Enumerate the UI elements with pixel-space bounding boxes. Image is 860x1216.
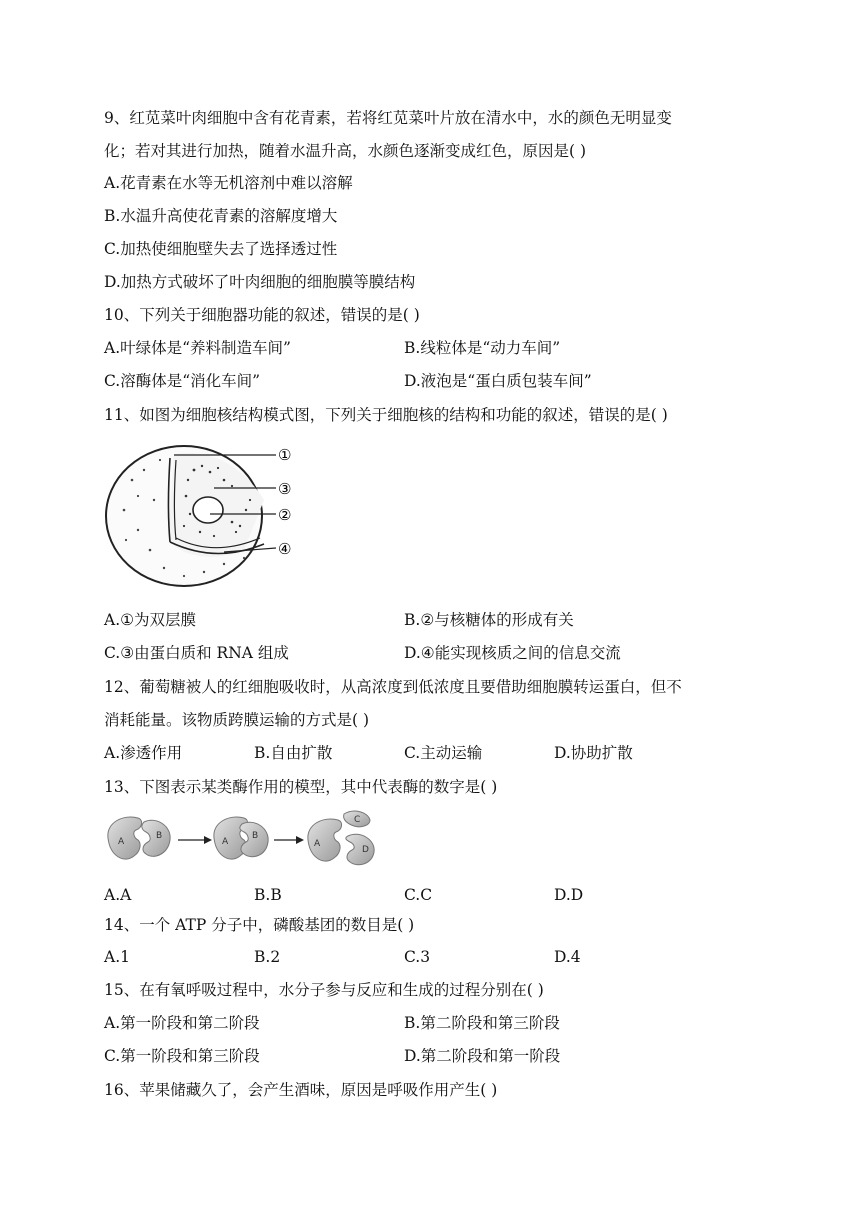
label-4: ④ [278, 540, 292, 558]
q10-stem: 10、下列关于细胞器功能的叙述，错误的是( ) [104, 306, 420, 324]
q9-stem-line1: 9、红苋菜叶肉细胞中含有花青素，若将红苋菜叶片放在清水中，水的颜色无明显变 [104, 109, 672, 127]
q13-option-a: A.A [104, 886, 132, 904]
q11-option-c: C.③由蛋白质和 RNA 组成 [104, 644, 289, 662]
nucleolus [193, 497, 223, 523]
q15-option-a: A.第一阶段和第二阶段 [104, 1014, 260, 1032]
label-2: ② [278, 506, 292, 524]
q15-option-d: D.第二阶段和第一阶段 [404, 1047, 561, 1065]
q10-option-a: A.叶绿体是“养料制造车间” [104, 339, 291, 357]
q10-option-b: B.线粒体是“动力车间” [404, 339, 561, 357]
svg-text:C: C [354, 815, 361, 825]
q12-option-d: D.协助扩散 [554, 744, 633, 762]
q14-option-d: D.4 [554, 948, 581, 966]
q11-stem: 11、如图为细胞核结构模式图，下列关于细胞核的结构和功能的叙述，错误的是( ) [104, 406, 668, 424]
enzyme-model-diagram [104, 808, 390, 872]
q9-option-a: A.花青素在水等无机溶剂中难以溶解 [104, 174, 353, 192]
q14-stem: 14、一个 ATP 分子中，磷酸基团的数目是( ) [104, 916, 415, 934]
q15-option-c: C.第一阶段和第三阶段 [104, 1047, 260, 1065]
nucleus-structure-diagram [104, 440, 304, 590]
label-1: ① [278, 446, 292, 464]
q11-option-d: D.④能实现核质之间的信息交流 [404, 644, 621, 662]
q12-option-a: A.渗透作用 [104, 744, 183, 762]
svg-text:D: D [362, 845, 369, 855]
q12-option-b: B.自由扩散 [254, 744, 333, 762]
svg-text:B: B [252, 831, 259, 841]
q12-stem-line1: 12、葡萄糖被人的红细胞吸收时，从高浓度到低浓度且要借助细胞膜转运蛋白，但不 [104, 678, 682, 696]
svg-text:A: A [314, 839, 321, 849]
q14-option-b: B.2 [254, 948, 281, 966]
svg-text:B: B [156, 831, 163, 841]
q15-option-b: B.第二阶段和第三阶段 [404, 1014, 560, 1032]
q9-option-b: B.水温升高使花青素的溶解度增大 [104, 207, 338, 225]
q11-option-a: A.①为双层膜 [104, 611, 197, 629]
label-3: ③ [278, 480, 292, 498]
q10-option-c: C.溶酶体是“消化车间” [104, 372, 261, 390]
q13-stem: 13、下图表示某类酶作用的模型，其中代表酶的数字是( ) [104, 778, 498, 796]
q9-option-c: C.加热使细胞壁失去了选择透过性 [104, 240, 338, 258]
q14-option-c: C.3 [404, 948, 431, 966]
q11-option-b: B.②与核糖体的形成有关 [404, 611, 574, 629]
q9-option-d: D.加热方式破坏了叶肉细胞的细胞膜等膜结构 [104, 273, 416, 291]
svg-text:A: A [222, 837, 229, 847]
q9-stem-line2: 化；若对其进行加热，随着水温升高，水颜色逐渐变成红色，原因是( ) [104, 142, 587, 160]
q12-option-c: C.主动运输 [404, 744, 483, 762]
q14-option-a: A.1 [104, 948, 130, 966]
q13-option-d: D.D [554, 886, 584, 904]
q16-stem: 16、苹果储藏久了，会产生酒味，原因是呼吸作用产生( ) [104, 1081, 498, 1099]
q12-stem-line2: 消耗能量。该物质跨膜运输的方式是( ) [104, 711, 370, 729]
svg-text:A: A [118, 837, 125, 847]
q13-option-b: B.B [254, 886, 282, 904]
q10-option-d: D.液泡是“蛋白质包装车间” [404, 372, 592, 390]
q13-option-c: C.C [404, 886, 433, 904]
q15-stem: 15、在有氧呼吸过程中，水分子参与反应和生成的过程分别在( ) [104, 981, 544, 999]
